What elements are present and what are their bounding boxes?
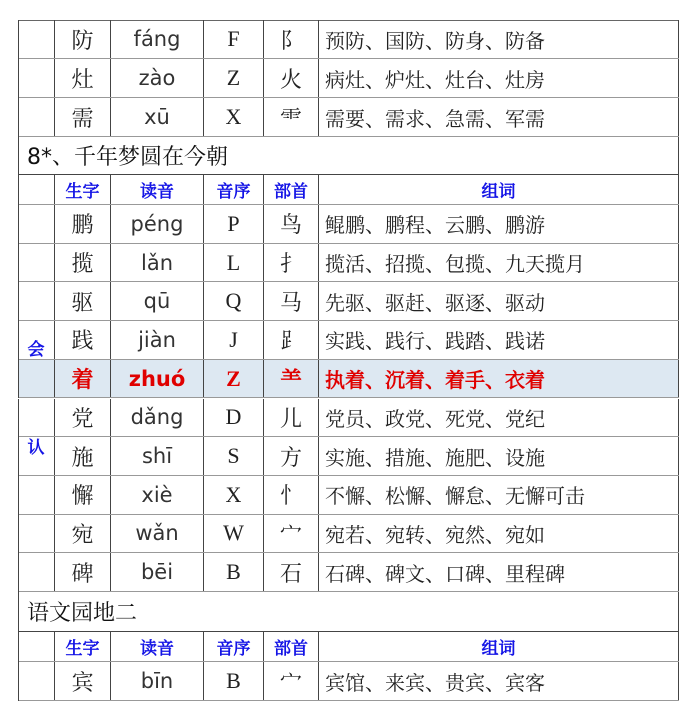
header-pinyin: 读音 [110, 632, 203, 661]
header-radical: 部首 [263, 632, 318, 661]
group-column-cell [18, 632, 54, 662]
table-row [18, 282, 679, 321]
table-row [18, 98, 679, 137]
header-letter: 音序 [203, 632, 263, 661]
group-column-cell [18, 282, 54, 321]
group-column-cell [18, 205, 54, 244]
side-label: 认 [27, 438, 45, 458]
group-column-cell [18, 20, 54, 59]
letter-cell: L [203, 244, 263, 282]
letter-cell: D [203, 399, 263, 437]
header-pinyin: 读音 [110, 175, 203, 204]
header-char: 生字 [54, 632, 110, 661]
char-cell: 着 [54, 360, 110, 398]
table-row [18, 553, 679, 592]
radical-cell: 忄 [263, 476, 318, 514]
header-words: 组词 [318, 175, 679, 204]
char-cell: 宛 [54, 515, 110, 553]
pinyin-cell: fáng [110, 20, 203, 58]
group-column-cell [18, 175, 54, 205]
pinyin-cell: zhuó [110, 360, 203, 398]
header-char: 生字 [54, 175, 110, 204]
group-column-cell [18, 360, 54, 399]
words-cell: 宾馆、来宾、贵宾、宾客 [318, 662, 679, 700]
group-column-cell [18, 59, 54, 98]
words-cell: 实施、措施、施肥、设施 [318, 437, 679, 475]
table-row [18, 59, 679, 98]
table-row [18, 244, 679, 283]
radical-cell: 马 [263, 282, 318, 320]
side-label: 会 [27, 340, 45, 360]
pinyin-cell: wǎn [110, 515, 203, 553]
table-row [18, 476, 679, 515]
pinyin-cell: bīn [110, 662, 203, 700]
table-header-row [18, 175, 679, 205]
letter-cell: P [203, 205, 263, 243]
char-cell: 懈 [54, 476, 110, 514]
radical-cell: 阝 [263, 20, 318, 58]
radical-cell: 儿 [263, 399, 318, 437]
words-cell: 先驱、驱赶、驱逐、驱动 [318, 282, 679, 320]
words-cell: 鲲鹏、鹏程、云鹏、鹏游 [318, 205, 679, 243]
words-cell: 需要、需求、急需、军需 [318, 98, 679, 136]
words-cell: 党员、政党、死党、党纪 [318, 399, 679, 437]
table-row [18, 399, 679, 438]
group-column-cell [18, 98, 54, 137]
group-column-cell [18, 244, 54, 283]
table-header-row [18, 632, 679, 662]
words-cell: 预防、国防、防身、防备 [318, 20, 679, 58]
words-cell: 实践、践行、践踏、践诺 [318, 321, 679, 359]
char-cell: 揽 [54, 244, 110, 282]
radical-cell: ⻗ [263, 98, 318, 136]
char-cell: 宾 [54, 662, 110, 700]
letter-cell: J [203, 321, 263, 359]
radical-cell: ⻊ [263, 321, 318, 359]
table-row [18, 437, 679, 476]
letter-cell: S [203, 437, 263, 475]
group-column-cell [18, 399, 54, 438]
group-column-cell [18, 662, 54, 701]
radical-cell: 鸟 [263, 205, 318, 243]
pinyin-cell: jiàn [110, 321, 203, 359]
radical-cell: 扌 [263, 244, 318, 282]
table-row [18, 515, 679, 554]
radical-cell: ⺷ [263, 360, 318, 398]
words-cell: 执着、沉着、着手、衣着 [318, 360, 679, 398]
words-cell: 不懈、松懈、懈怠、无懈可击 [318, 476, 679, 514]
pinyin-cell: xū [110, 98, 203, 136]
words-cell: 宛若、宛转、宛然、宛如 [318, 515, 679, 553]
pinyin-cell: qū [110, 282, 203, 320]
words-cell: 石碑、碑文、口碑、里程碑 [318, 553, 679, 591]
header-radical: 部首 [263, 175, 318, 204]
letter-cell: B [203, 553, 263, 591]
letter-cell: X [203, 476, 263, 514]
pinyin-cell: shī [110, 437, 203, 475]
section-heading-garden: 语文园地二 [18, 592, 679, 632]
letter-cell: Q [203, 282, 263, 320]
table-row [18, 662, 679, 701]
header-words: 组词 [318, 632, 679, 661]
radical-cell: 宀 [263, 662, 318, 700]
radical-cell: 方 [263, 437, 318, 475]
words-cell: 病灶、炉灶、灶台、灶房 [318, 59, 679, 97]
radical-cell: 石 [263, 553, 318, 591]
table-row [18, 20, 679, 59]
table-row [18, 205, 679, 244]
group-column-cell [18, 476, 54, 515]
pinyin-cell: dǎng [110, 399, 203, 437]
pinyin-cell: bēi [110, 553, 203, 591]
char-cell: 驱 [54, 282, 110, 320]
letter-cell: W [203, 515, 263, 553]
char-cell: 防 [54, 20, 110, 58]
char-cell: 需 [54, 98, 110, 136]
table-row [18, 321, 679, 360]
letter-cell: X [203, 98, 263, 136]
group-column-cell [18, 515, 54, 554]
pinyin-cell: xiè [110, 476, 203, 514]
radical-cell: 宀 [263, 515, 318, 553]
letter-cell: F [203, 20, 263, 58]
char-cell: 践 [54, 321, 110, 359]
letter-cell: Z [203, 59, 263, 97]
table-row [18, 360, 679, 399]
words-cell: 揽活、招揽、包揽、九天揽月 [318, 244, 679, 282]
char-cell: 鹏 [54, 205, 110, 243]
group-column-cell [18, 553, 54, 592]
letter-cell: Z [203, 360, 263, 398]
letter-cell: B [203, 662, 263, 700]
char-cell: 灶 [54, 59, 110, 97]
radical-cell: 火 [263, 59, 318, 97]
pinyin-cell: zào [110, 59, 203, 97]
pinyin-cell: péng [110, 205, 203, 243]
char-cell: 施 [54, 437, 110, 475]
char-cell: 碑 [54, 553, 110, 591]
char-cell: 党 [54, 399, 110, 437]
pinyin-cell: lǎn [110, 244, 203, 282]
header-letter: 音序 [203, 175, 263, 204]
section-heading-8: 8*、千年梦圆在今朝 [18, 137, 679, 175]
